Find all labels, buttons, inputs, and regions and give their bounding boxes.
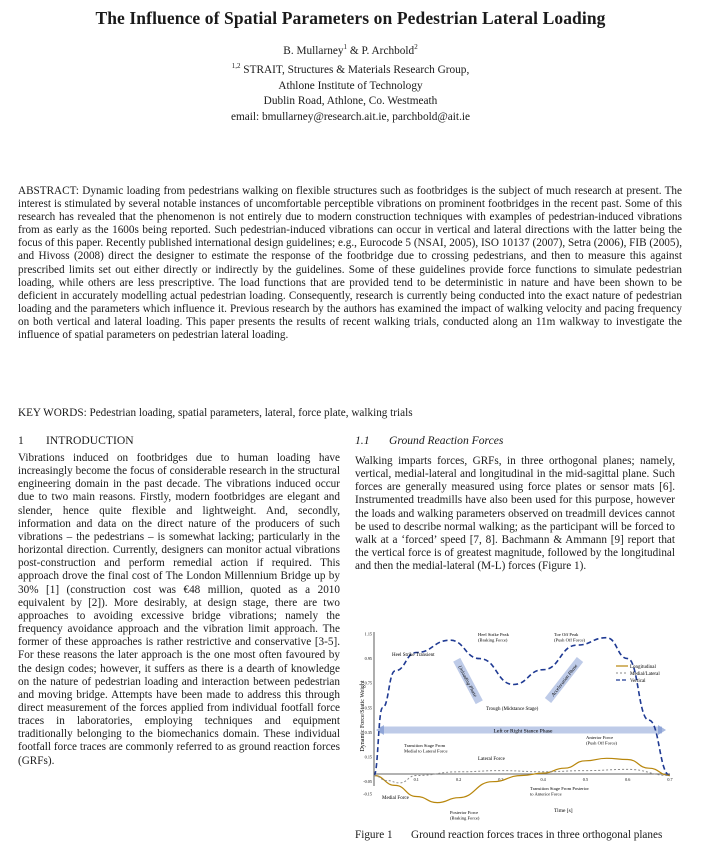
y-tick-label: -0.15: [363, 791, 372, 797]
x-tick-label: 0.3: [498, 777, 504, 782]
abstract: ABSTRACT: Dynamic loading from pedestrians walking on flexible structures such as footbridges is the subject of much research at present. The interest is stimulated by several notable instances of uncomfortable perceptible vibrations on prominent footbridges in the recent past. Some of this research has revealed that the phenomenon is not entirely due to modern construction techniques with examples of pedestrian-induced vibrations from as early as the 1600s being reported. Such pedestrian-induced vibrations can occur in vertical and lateral directions with the latter being the focus of this paper. Recently published international design guidelines; e.g., Eurocode 5 (NSAI, 2005), ISO 10137 (2007), Setra (2006), FIB (2005), and Hivoss (2008) direct the designer to estimate the response of the footbridge due to crossing pedestrians, and then to measure this against prescribed limits set out either directly or indirectly by the guidelines. Some of these guidelines provide force functions to simulate pedestrian loading, while others are less prescriptive. The load functions that are provided tend to be deterministic in nature and have been shown to be deficient in accurately modelling actual pedestrian loading. Consequently, research is currently being conducted into the exact nature of pedestrian loading and the parameters which influence it. Previous research by the authors has examined the impact of walking velocity and pacing frequency on both vertical and lateral loading. This paper presents the results of recent walking trials, conducted along an 11m walkway to investigate the influence of spatial parameters on pedestrian lateral loading.: [18, 185, 682, 342]
annotation-trough: Trough (Midstance Stage): [486, 707, 539, 712]
y-tick-label: 0.95: [364, 656, 372, 662]
x-tick-label: 0.1: [413, 777, 419, 782]
annotation-heel-strike-transient: Heel Strike Transient: [392, 653, 435, 658]
y-tick-label: 0.55: [364, 705, 372, 711]
annotation-lateral-force: Lateral Force: [478, 757, 505, 762]
author-emails: email: bmullarney@research.ait.ie, parchbold@ait.ie: [230, 110, 471, 123]
unloading-phase-arrow: [453, 658, 483, 704]
grf-text: Walking imparts forces, GRFs, in three orthogonal planes; namely, vertical, medial-lateral and longitudinal in the mid-sagittal plane. Such forces are generally measured using force plates or sensor mats [6]. Instrumented treadmills have also been used for this purpose, however the loads and walking parameters observed on treadmill devices cannot be used to describe normal walking; as the participant will be forced to walk at a ‘forced’ speed [7, 8]. Bachmann & Ammann [9] report that the vertical force is of greatest magnitude, followed by the longitudinal and then the medial-lateral (M-L) forces (Figure 1).: [355, 455, 675, 573]
legend-longitudinal: Longitudinal: [630, 665, 656, 670]
y-tick-label: 0.75: [364, 680, 372, 686]
affiliation-line-3: Dublin Road, Athlone, Co. Westmeath: [263, 95, 438, 108]
y-tick-label: -0.05: [363, 779, 372, 785]
author-names: B. Mullarney$^1$ & P. Archbold$^2$: [283, 43, 418, 57]
x-tick-labels: [414, 777, 673, 782]
y-tick-label: 1.15: [364, 631, 372, 637]
legend-vertical: Vertical: [630, 679, 646, 684]
y-axis-label: Dynamic Force/Static Weight: [360, 680, 366, 752]
annotation-medial-force: Medial Force: [382, 796, 409, 801]
figure-grf-chart: [358, 626, 680, 822]
paper-title: The Influence of Spatial Parameters on Pedestrian Lateral Loading: [95, 8, 606, 28]
stance-phase-label: Left or Right Stance Phase: [493, 728, 553, 735]
x-tick-label: 0.6: [625, 777, 631, 782]
author-block: [0, 40, 701, 125]
x-tick-label: 0.2: [455, 777, 462, 782]
annotation-transition-anterior: Transition Stage From Posterior to Anterior Force: [530, 786, 589, 797]
x-tick-label: 0.7: [667, 777, 673, 782]
keywords: KEY WORDS: Pedestrian loading, spatial parameters, lateral, force plate, walking trials: [18, 407, 413, 419]
figure-caption: Figure 1 Ground reaction forces traces in three orthogonal planes: [355, 829, 663, 841]
x-tick-label: 0.5: [582, 777, 589, 782]
legend-medial-lateral: Medial/Lateral: [630, 672, 660, 677]
x-tick-label: 0.4: [540, 777, 546, 782]
affiliation-line-1: $^{1,2}$ STRAIT, Structures & Materials Research Group,: [231, 62, 470, 77]
y-tick-label: 0.35: [364, 729, 372, 735]
acceleration-phase-arrow: [545, 657, 583, 703]
y-tick-label: 0.15: [364, 754, 372, 760]
grf-chart-svg: [358, 626, 680, 822]
section-heading-introduction: 1 INTRODUCTION: [18, 434, 134, 447]
svg-text:Unloading Phase: Unloading Phase: [456, 665, 478, 699]
x-axis-label: Time [s]: [554, 808, 573, 814]
annotation-toe-off-peak: Toe Off Peak (Push Off Force): [554, 632, 586, 643]
annotation-posterior-force: Posterior Force (Braking Force): [450, 810, 480, 821]
introduction-text: Vibrations induced on footbridges due to human loading have increasingly become the focus of considerable research in the structural engineering domain in the past decade. The vibrations induced occur due to two main reasons. Firstly, modern footbridges are elegant and slender, hence quite flexible and lightweight. And, secondly, information and data on the direct nature of the producers of such vibrations – the pedestrians – is somewhat lacking; particularly in the horizontal direction. Currently, designers can monitor actual vibrations post-construction and perform remedial action if required. This approach drove the final cost of The London Millennium Bridge up by 30% [1] (construction cost was €48 million, quoted as a 2010 equivalent by [2]). More desirably, at design stage, there are two approaches to avoiding excessive bridge vibrations; namely the frequency avoidance approach and the vibration limit approach. The former of these approaches is rather restrictive and conservative [3-5]. For these reasons the later approach is the one most often favoured by the design codes; however, it suffers as there is a dearth of knowledge on the nature of pedestrian loading and interaction between pedestrian and moving bridge. Attempts have been made to address this through direct measurement of the forces applied from individual footfall force traces in laboratories, employing techniques and equipment traditionally belonging to the biomechanics domain. These individual footfall force traces are commonly referred to as ground reaction forces (GRFs).: [18, 452, 340, 767]
svg-text:Acceleration Phase: Acceleration Phase: [551, 664, 580, 698]
multiline-annotations: [404, 632, 618, 821]
chart-legend: [616, 665, 660, 684]
annotation-heel-strike-peak-full: Heel Strike Peak (Braking Force): [478, 632, 509, 643]
annotation-transition-ml: Transition Stage From Medial to Lateral Force: [404, 743, 448, 754]
subsection-heading-grf: 1.1 Ground Reaction Forces: [355, 434, 504, 447]
annotation-anterior-force: Anterior Force (Push Off Force): [586, 735, 618, 746]
affiliation-line-2: Athlone Institute of Technology: [278, 79, 423, 92]
